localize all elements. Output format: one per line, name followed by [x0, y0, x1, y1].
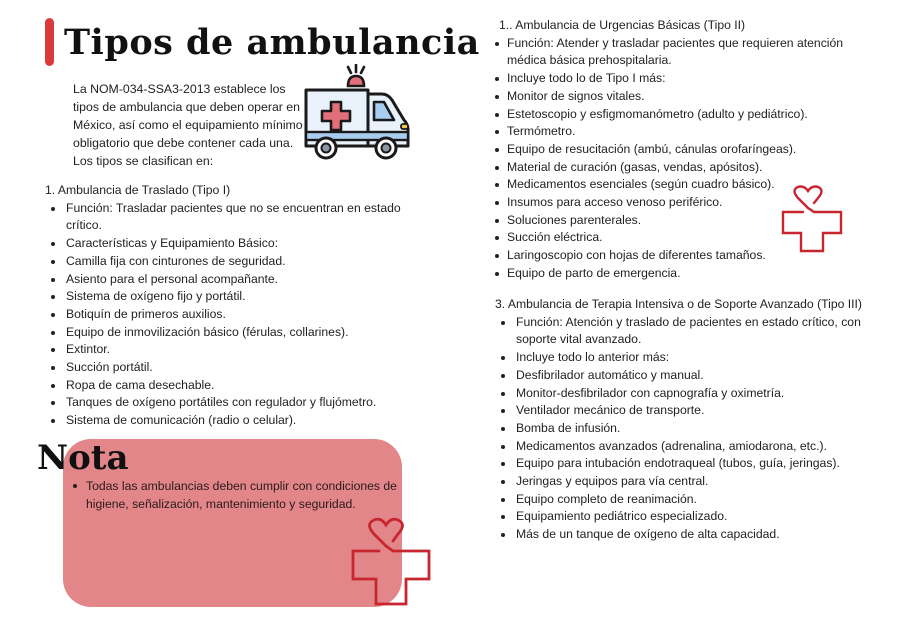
list-item: Ventilador mecánico de transporte.: [495, 402, 875, 420]
list-item: Material de curación (gasas, vendas, apósitos).: [495, 159, 875, 177]
list-item: Función: Atender y trasladar pacientes que requieren atención médica básica prehospitalaria.: [495, 35, 875, 70]
list-item: Termómetro.: [495, 123, 875, 141]
list-item: Características y Equipamiento Básico:: [45, 235, 425, 253]
list-item: Soluciones parenterales.: [495, 212, 875, 230]
list-item: Monitor de signos vitales.: [495, 88, 875, 106]
section-tipo-1: [45, 182, 425, 430]
section-heading: 3. Ambulancia de Terapia Intensiva o de Soporte Avanzado (Tipo III): [495, 297, 862, 311]
list-item: Equipo completo de reanimación.: [495, 491, 875, 509]
list-item: Laringoscopio con hojas de diferentes tamaños.: [495, 247, 875, 265]
item-list: [495, 314, 875, 544]
title-accent-bar: [45, 18, 54, 66]
list-item: Asiento para el personal acompañante.: [45, 271, 425, 289]
heart-cross-icon: [351, 516, 431, 606]
list-item: Tanques de oxígeno portátiles con regulador y flujómetro.: [45, 394, 425, 412]
ambulance-icon: [300, 64, 412, 164]
list-item: Equipo de parto de emergencia.: [495, 265, 875, 283]
section-tipo-3: [495, 296, 875, 544]
list-item: Desfibrilador automático y manual.: [495, 367, 875, 385]
item-list: [45, 200, 425, 430]
nota-list: [67, 477, 397, 513]
list-item: Equipo de inmovilización básico (férulas, collarines).: [45, 324, 425, 342]
intro-paragraph: La NOM-034-SSA3-2013 establece los tipos de ambulancia que deben operar en México, así como el equipamiento mínimo obligatorio que debe contener cada una. Los tipos se clasifican en:: [73, 82, 303, 168]
nota-item: Todas las ambulancias deben cumplir con condiciones de higiene, señalización, mantenimiento y seguridad.: [67, 477, 397, 513]
nota-title: Nota: [37, 438, 129, 478]
list-item: Botiquín de primeros auxilios.: [45, 306, 425, 324]
list-item: Incluye todo lo anterior más:: [495, 349, 875, 367]
list-item: Función: Trasladar pacientes que no se encuentran en estado crítico.: [45, 200, 425, 235]
list-item: Equipamiento pediátrico especializado.: [495, 508, 875, 526]
list-item: Medicamentos esenciales (según cuadro básico).: [495, 176, 875, 194]
list-item: Ropa de cama desechable.: [45, 377, 425, 395]
list-item: Equipo para intubación endotraqueal (tubos, guía, jeringas).: [495, 455, 875, 473]
list-item: Sistema de comunicación (radio o celular).: [45, 412, 425, 430]
list-item: Estetoscopio y esfigmomanómetro (adulto y pediátrico).: [495, 106, 875, 124]
list-item: Equipo de resucitación (ambú, cánulas orofaríngeas).: [495, 141, 875, 159]
list-item: Medicamentos avanzados (adrenalina, amiodarona, etc.).: [495, 438, 875, 456]
section-heading: 1.. Ambulancia de Urgencias Básicas (Tipo II): [499, 18, 746, 32]
list-item: Monitor-desfibrilador con capnografía y oximetría.: [495, 385, 875, 403]
page-title: Tipos de ambulancia: [64, 22, 480, 63]
list-item: Bomba de infusión.: [495, 420, 875, 438]
list-item: Incluye todo lo de Tipo I más:: [495, 70, 875, 88]
list-item: Extintor.: [45, 341, 425, 359]
list-item: Jeringas y equipos para vía central.: [495, 473, 875, 491]
list-item: Más de un tanque de oxígeno de alta capacidad.: [495, 526, 875, 544]
section-heading: 1. Ambulancia de Traslado (Tipo I): [45, 183, 231, 197]
list-item: Insumos para acceso venoso periférico.: [495, 194, 875, 212]
heart-cross-icon: [781, 185, 843, 253]
list-item: Función: Atención y traslado de pacientes en estado crítico, con soporte vital avanzado.: [495, 314, 875, 349]
list-item: Camilla fija con cinturones de seguridad.: [45, 253, 425, 271]
list-item: Succión eléctrica.: [495, 229, 875, 247]
list-item: Succión portátil.: [45, 359, 425, 377]
list-item: Sistema de oxígeno fijo y portátil.: [45, 288, 425, 306]
